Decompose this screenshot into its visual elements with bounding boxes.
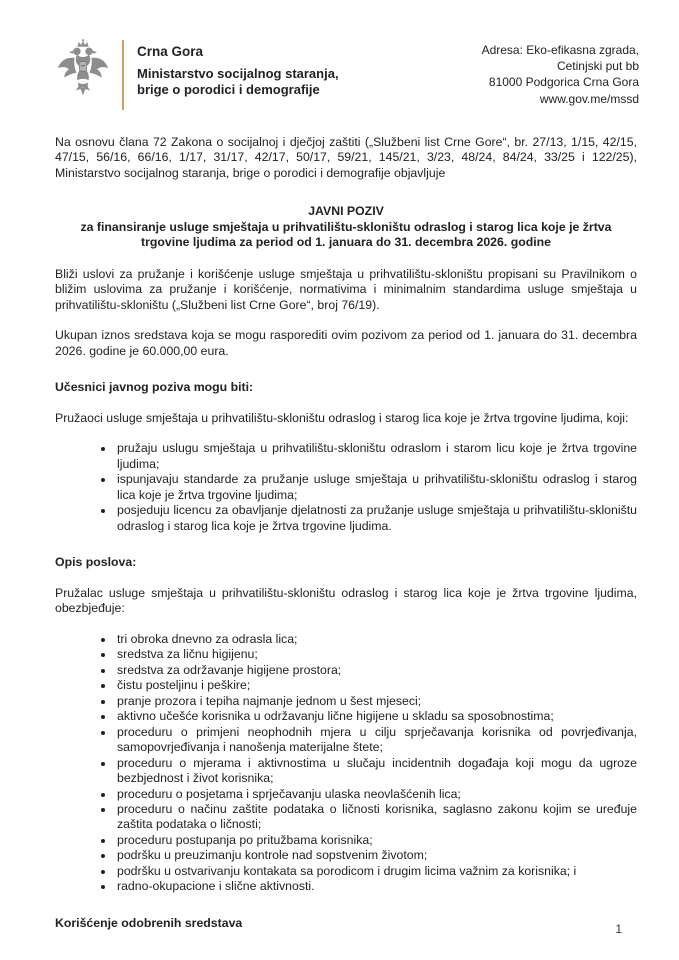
ucesnici-lead: Pružaoci usluge smještaja u prihvatilištu-skloništu odraslog i starog lica koje je žrtva trgovine ljudima, koji: — [55, 410, 629, 425]
address-website: www.gov.me/mssd — [539, 91, 639, 106]
list-item: • podršku u ostvarivanju kontakata sa porodicom i drugim licima važnim za korisnika; i — [115, 864, 637, 879]
list-item: • pranje prozora i tepiha najmanje jednom u šest mjeseci; — [115, 694, 637, 709]
list-item: • posjeduju licencu za obavljanje djelatnosti za pružanje usluge smještaja u prihvatilištu-skloništu odraslog i starog lica koje je žrtva trgovine ljudima. — [115, 503, 637, 534]
letterhead-gold-divider — [122, 40, 124, 110]
ministry-name-block — [137, 38, 339, 97]
montenegro-coat-of-arms-icon — [55, 38, 113, 104]
address-block — [482, 38, 639, 107]
list-item: • čistu posteljinu i peškire; — [115, 678, 637, 693]
address-line: Adresa: Eko-efikasna zgrada, — [481, 43, 639, 57]
ministry-name-line2: brige o porodici i demografije — [137, 81, 320, 97]
document-body — [55, 135, 637, 931]
heading-opis-poslova: Opis poslova: — [55, 555, 137, 570]
page-number: 1 — [615, 922, 622, 936]
heading-koriscenje-sredstava: Korišćenje odobrenih sredstava — [55, 915, 243, 930]
list-item: • aktivno učešće korisnika u održavanju lične higijene u skladu sa sposobnostima; — [115, 709, 637, 724]
list-item: • sredstva za održavanje higijene prostora; — [115, 663, 637, 678]
paragraph-ukupan-iznos: Ukupan iznos sredstava koja se mogu rasporediti ovim pozivom za period od 1. januara do 31. decembra 2026. godine je 60.000,00 eura. — [55, 328, 637, 358]
list-item: • proceduru o posjetama i sprječavanju ulaska neovlašćenih lica; — [115, 787, 637, 802]
opis-poslova-lead: Pružalac usluge smještaja u prihvatilištu-skloništu odraslog i starog lica koje je žrtva trgovine ljudima, obezbjeđuje: — [55, 585, 637, 616]
list-item: • tri obroka dnevno za odrasla lica; — [115, 632, 637, 647]
address-line: Cetinjski put bb — [556, 59, 639, 74]
list-item: • sredstva za ličnu higijenu; — [115, 647, 637, 662]
list-item: • radno-okupacione i slične aktivnosti. — [115, 879, 637, 894]
ucesnici-list — [55, 441, 637, 534]
list-item: • pružaju uslugu smještaja u prihvatilištu-skloništu odraslom i starom licu koje je žrtva trgovine ljudima; — [115, 441, 637, 472]
heading-ucesnici: Učesnici javnog poziva mogu biti: — [55, 380, 254, 395]
intro-paragraph: Na osnovu člana 72 Zakona o socijalnoj i dječjoj zaštiti („Službeni list Crne Gore“, br. 27/13, 1/15, 42/15, 47/15, 56/16, 66/16, 1/17, 31/17, 42/17, 50/17, 59/21, 145/21, 3/23, 48/24, 84/24, 33/25 i 122/25), Ministarstvo socijalnog staranja, brige o porodici i demografije objavljuje — [55, 135, 637, 180]
list-item: • proceduru o načinu zaštite podataka o ličnosti korisnika, saglasno zakonu kojim se uređuje zaštita podataka o ličnosti; — [115, 802, 637, 833]
country-name: Crna Gora — [137, 44, 204, 59]
opis-poslova-list — [55, 632, 637, 895]
list-item: • proceduru o mjerama i aktivnostima u slučaju incidentnih događaja koji mogu da ugroze bezbjednost i život korisnika; — [115, 756, 637, 787]
list-item: • proceduru postupanja po pritužbama korisnika; — [115, 833, 637, 848]
document-title — [63, 204, 629, 250]
paragraph-blizi-uslovi: Bliži uslovi za pružanje i korišćenje usluge smještaja u prihvatilištu-skloništu propisani su Pravilnikom o bližim uslovima za pružanje i korišćenje, normativima i minimalnim standardima usluge smještaja u prihvatilištu-skloništu („Službeni list Crne Gore“, broj 76/19). — [55, 266, 637, 312]
title-subtitle: za finansiranje usluge smještaja u prihvatilištu-skloništu odraslog i starog lica koje je žrtva trgovine ljudima za period od 1. januara do 31. decembra 2026. godine — [80, 219, 612, 250]
letterhead — [55, 38, 639, 110]
title-main: JAVNI POZIV — [308, 204, 384, 219]
list-item: • proceduru o primjeni neophodnih mjera u cilju sprječavanja korisnika od povrjeđivanja, samopovrjeđivanja i nanošenja materijalne štete; — [115, 725, 637, 756]
list-item: • podršku u preuzimanju kontrole nad sopstvenim životom; — [115, 848, 637, 863]
address-line: 81000 Podgorica Crna Gora — [488, 75, 639, 90]
ministry-name-line1: Ministarstvo socijalnog staranja, — [137, 66, 339, 82]
list-item: • ispunjavaju standarde za pružanje usluge smještaja u prihvatilištu-skloništu odraslog i starog lica koje je žrtva trgovine ljudima; — [115, 472, 637, 503]
